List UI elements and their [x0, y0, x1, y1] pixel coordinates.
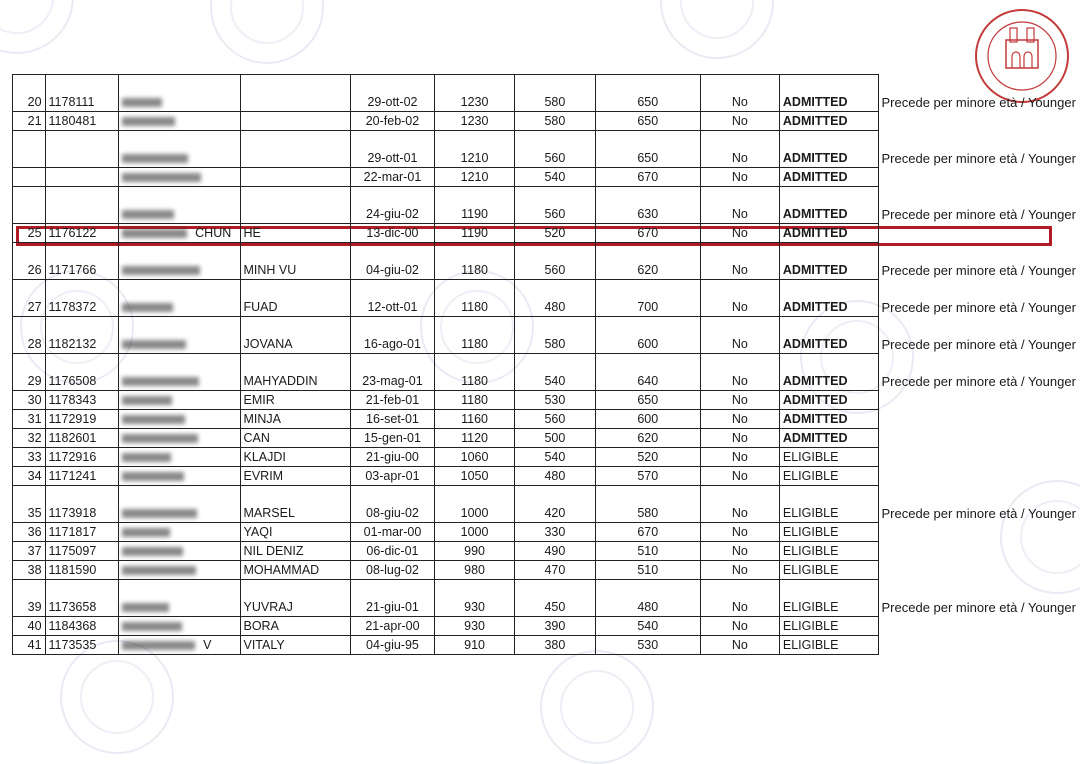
note-cell	[878, 523, 1080, 542]
redacted-text	[122, 472, 184, 481]
result-status: ADMITTED	[779, 410, 878, 429]
row-number: 29	[13, 354, 46, 391]
student-id	[45, 187, 119, 224]
row-number	[13, 187, 46, 224]
birth-date: 08-giu-02	[351, 486, 435, 523]
score-2: 530	[595, 636, 700, 655]
student-id	[45, 131, 119, 168]
table-row	[13, 280, 1080, 317]
birth-date: 21-feb-01	[351, 391, 435, 410]
birth-date: 21-giu-01	[351, 580, 435, 617]
eu-status: No	[700, 75, 779, 112]
table-row	[13, 561, 1080, 580]
birth-date: 13-dic-00	[351, 224, 435, 243]
score-2: 650	[595, 131, 700, 168]
score-1: 560	[515, 131, 595, 168]
result-status: ADMITTED	[779, 429, 878, 448]
score-1: 470	[515, 561, 595, 580]
note-cell	[878, 112, 1080, 131]
result-status: ELIGIBLE	[779, 486, 878, 523]
total-score: 980	[434, 561, 514, 580]
score-1: 580	[515, 112, 595, 131]
total-score: 1180	[434, 391, 514, 410]
table-row	[13, 131, 1080, 168]
score-1: 540	[515, 448, 595, 467]
first-name-cell: HE	[240, 224, 351, 243]
eu-status: No	[700, 429, 779, 448]
result-status: ELIGIBLE	[779, 580, 878, 617]
eu-status: No	[700, 112, 779, 131]
first-name-cell: KLAJDI	[240, 448, 351, 467]
first-name-cell: EMIR	[240, 391, 351, 410]
score-2: 600	[595, 317, 700, 354]
table-row	[13, 243, 1080, 280]
surname-cell: CHUN	[119, 224, 240, 243]
surname-cell	[119, 112, 240, 131]
row-number: 33	[13, 448, 46, 467]
note-cell	[878, 168, 1080, 187]
table-row	[13, 486, 1080, 523]
table-row	[13, 75, 1080, 112]
first-name-cell: JOVANA	[240, 317, 351, 354]
score-2: 670	[595, 523, 700, 542]
note-cell	[878, 561, 1080, 580]
redacted-text	[122, 396, 172, 405]
first-name-cell: YAQI	[240, 523, 351, 542]
eu-status: No	[700, 617, 779, 636]
total-score: 1000	[434, 486, 514, 523]
score-1: 520	[515, 224, 595, 243]
result-status: ELIGIBLE	[779, 542, 878, 561]
birth-date: 29-ott-02	[351, 75, 435, 112]
eu-status: No	[700, 636, 779, 655]
result-status: ADMITTED	[779, 112, 878, 131]
note-cell	[878, 636, 1080, 655]
score-2: 580	[595, 486, 700, 523]
eu-status: No	[700, 243, 779, 280]
total-score: 1050	[434, 467, 514, 486]
eu-status: No	[700, 580, 779, 617]
student-id: 1178372	[45, 280, 119, 317]
table-row	[13, 317, 1080, 354]
score-1: 580	[515, 75, 595, 112]
birth-date: 12-ott-01	[351, 280, 435, 317]
student-id: 1182601	[45, 429, 119, 448]
row-number: 36	[13, 523, 46, 542]
note-cell	[878, 467, 1080, 486]
score-2: 620	[595, 243, 700, 280]
total-score: 1180	[434, 243, 514, 280]
score-1: 480	[515, 467, 595, 486]
total-score: 1190	[434, 224, 514, 243]
score-2: 540	[595, 617, 700, 636]
note-cell	[878, 448, 1080, 467]
note-cell: Precede per minore età / Younger	[881, 373, 1076, 389]
student-id: 1180481	[45, 112, 119, 131]
first-name-cell: FUAD	[240, 280, 351, 317]
row-number: 38	[13, 561, 46, 580]
redacted-text	[122, 266, 200, 275]
table-row	[13, 112, 1080, 131]
student-id: 1173535	[45, 636, 119, 655]
student-id: 1173658	[45, 580, 119, 617]
ranking-table	[12, 74, 1080, 655]
redacted-text	[122, 547, 183, 556]
score-1: 480	[515, 280, 595, 317]
first-name-cell	[240, 168, 351, 187]
total-score: 1210	[434, 168, 514, 187]
first-name-cell: MINH VU	[240, 243, 351, 280]
table-row	[13, 542, 1080, 561]
total-score: 1180	[434, 280, 514, 317]
eu-status: No	[700, 168, 779, 187]
score-2: 650	[595, 391, 700, 410]
birth-date: 04-giu-02	[351, 243, 435, 280]
redacted-text	[122, 434, 198, 443]
first-name-cell: MOHAMMAD	[240, 561, 351, 580]
birth-date: 08-lug-02	[351, 561, 435, 580]
score-2: 640	[595, 354, 700, 391]
first-name-cell: EVRIM	[240, 467, 351, 486]
surname-cell	[119, 317, 240, 354]
student-id: 1171817	[45, 523, 119, 542]
first-name-cell: CAN	[240, 429, 351, 448]
note-cell: Precede per minore età / Younger	[881, 262, 1076, 278]
row-number: 21	[13, 112, 46, 131]
score-1: 420	[515, 486, 595, 523]
surname-cell	[119, 486, 240, 523]
score-1: 560	[515, 410, 595, 429]
total-score: 1190	[434, 187, 514, 224]
surname-cell	[119, 168, 240, 187]
birth-date: 24-giu-02	[351, 187, 435, 224]
row-number: 37	[13, 542, 46, 561]
table-row	[13, 617, 1080, 636]
redacted-text	[122, 117, 175, 126]
eu-status: No	[700, 410, 779, 429]
result-status: ADMITTED	[779, 391, 878, 410]
first-name-cell: MARSEL	[240, 486, 351, 523]
surname-cell	[119, 561, 240, 580]
total-score: 1180	[434, 354, 514, 391]
result-status: ADMITTED	[779, 131, 878, 168]
score-2: 480	[595, 580, 700, 617]
score-2: 510	[595, 561, 700, 580]
surname-cell	[119, 280, 240, 317]
score-1: 330	[515, 523, 595, 542]
result-status: ADMITTED	[779, 354, 878, 391]
table-row	[13, 168, 1080, 187]
row-number: 26	[13, 243, 46, 280]
result-status: ADMITTED	[779, 317, 878, 354]
score-2: 620	[595, 429, 700, 448]
surname-cell	[119, 75, 240, 112]
first-name-cell	[240, 112, 351, 131]
birth-date: 20-feb-02	[351, 112, 435, 131]
birth-date: 21-giu-00	[351, 448, 435, 467]
eu-status: No	[700, 224, 779, 243]
score-1: 560	[515, 187, 595, 224]
student-id: 1184368	[45, 617, 119, 636]
redacted-text	[122, 566, 196, 575]
score-1: 540	[515, 168, 595, 187]
student-id: 1175097	[45, 542, 119, 561]
score-1: 380	[515, 636, 595, 655]
note-cell	[878, 617, 1080, 636]
surname-cell	[119, 542, 240, 561]
score-2: 650	[595, 112, 700, 131]
row-number: 20	[13, 75, 46, 112]
table-row	[13, 523, 1080, 542]
score-1: 530	[515, 391, 595, 410]
total-score: 1000	[434, 523, 514, 542]
total-score: 1230	[434, 112, 514, 131]
first-name-cell	[240, 187, 351, 224]
eu-status: No	[700, 131, 779, 168]
row-number: 30	[13, 391, 46, 410]
first-name-cell	[240, 75, 351, 112]
table-row	[13, 224, 1080, 243]
total-score: 910	[434, 636, 514, 655]
surname-cell	[119, 187, 240, 224]
student-id: 1176508	[45, 354, 119, 391]
score-2: 520	[595, 448, 700, 467]
first-name-cell: MINJA	[240, 410, 351, 429]
total-score: 1060	[434, 448, 514, 467]
birth-date: 16-ago-01	[351, 317, 435, 354]
score-2: 670	[595, 224, 700, 243]
redacted-text	[122, 453, 171, 462]
redacted-text	[122, 98, 162, 107]
table-row	[13, 467, 1080, 486]
result-status: ADMITTED	[779, 224, 878, 243]
score-2: 570	[595, 467, 700, 486]
note-cell	[878, 429, 1080, 448]
note-cell	[878, 410, 1080, 429]
result-status: ELIGIBLE	[779, 617, 878, 636]
surname-cell	[119, 391, 240, 410]
total-score: 1120	[434, 429, 514, 448]
birth-date: 01-mar-00	[351, 523, 435, 542]
score-1: 540	[515, 354, 595, 391]
row-number: 25	[13, 224, 46, 243]
student-id	[45, 168, 119, 187]
total-score: 1210	[434, 131, 514, 168]
redacted-text	[122, 229, 187, 238]
redacted-text	[122, 415, 185, 424]
note-cell: Precede per minore età / Younger	[881, 94, 1076, 110]
row-number: 35	[13, 486, 46, 523]
student-id: 1178111	[45, 75, 119, 112]
score-1: 390	[515, 617, 595, 636]
total-score: 990	[434, 542, 514, 561]
eu-status: No	[700, 448, 779, 467]
student-id: 1173918	[45, 486, 119, 523]
birth-date: 15-gen-01	[351, 429, 435, 448]
first-name-cell: YUVRAJ	[240, 580, 351, 617]
table-row	[13, 636, 1080, 655]
eu-status: No	[700, 280, 779, 317]
eu-status: No	[700, 467, 779, 486]
row-number: 41	[13, 636, 46, 655]
score-1: 490	[515, 542, 595, 561]
birth-date: 06-dic-01	[351, 542, 435, 561]
score-2: 670	[595, 168, 700, 187]
birth-date: 03-apr-01	[351, 467, 435, 486]
surname-cell	[119, 410, 240, 429]
total-score: 930	[434, 617, 514, 636]
eu-status: No	[700, 391, 779, 410]
note-cell: Precede per minore età / Younger	[881, 599, 1076, 615]
first-name-cell: NIL DENIZ	[240, 542, 351, 561]
result-status: ADMITTED	[779, 168, 878, 187]
student-id: 1176122	[45, 224, 119, 243]
redacted-text	[122, 377, 199, 386]
birth-date: 23-mag-01	[351, 354, 435, 391]
student-id: 1171766	[45, 243, 119, 280]
surname-cell	[119, 429, 240, 448]
watermark-logo	[60, 640, 174, 754]
table-row	[13, 410, 1080, 429]
redacted-text	[122, 528, 170, 537]
note-cell	[878, 391, 1080, 410]
redacted-text	[122, 340, 186, 349]
row-number: 32	[13, 429, 46, 448]
redacted-text	[122, 173, 201, 182]
student-id: 1172919	[45, 410, 119, 429]
row-number: 34	[13, 467, 46, 486]
eu-status: No	[700, 542, 779, 561]
surname-cell	[119, 131, 240, 168]
result-status: ADMITTED	[779, 75, 878, 112]
row-number	[13, 168, 46, 187]
score-2: 700	[595, 280, 700, 317]
note-cell: Precede per minore età / Younger	[881, 150, 1076, 166]
score-1: 580	[515, 317, 595, 354]
student-id: 1182132	[45, 317, 119, 354]
note-cell	[878, 542, 1080, 561]
redacted-text	[122, 509, 197, 518]
row-number: 40	[13, 617, 46, 636]
student-id: 1181590	[45, 561, 119, 580]
result-status: ELIGIBLE	[779, 523, 878, 542]
birth-date: 21-apr-00	[351, 617, 435, 636]
total-score: 1180	[434, 317, 514, 354]
eu-status: No	[700, 523, 779, 542]
total-score: 930	[434, 580, 514, 617]
table-row	[13, 354, 1080, 391]
watermark-logo	[210, 0, 324, 64]
eu-status: No	[700, 486, 779, 523]
result-status: ADMITTED	[779, 243, 878, 280]
total-score: 1230	[434, 75, 514, 112]
note-cell: Precede per minore età / Younger	[881, 336, 1076, 352]
eu-status: No	[700, 187, 779, 224]
first-name-cell: MAHYADDIN	[240, 354, 351, 391]
score-1: 450	[515, 580, 595, 617]
table-row	[13, 429, 1080, 448]
redacted-text	[122, 603, 169, 612]
redacted-text	[122, 622, 182, 631]
surname-cell	[119, 354, 240, 391]
result-status: ELIGIBLE	[779, 561, 878, 580]
note-cell: Precede per minore età / Younger	[881, 206, 1076, 222]
score-2: 510	[595, 542, 700, 561]
student-id: 1171241	[45, 467, 119, 486]
note-cell	[878, 224, 1080, 243]
surname-cell	[119, 448, 240, 467]
score-1: 560	[515, 243, 595, 280]
note-cell: Precede per minore età / Younger	[881, 299, 1076, 315]
row-number: 39	[13, 580, 46, 617]
watermark-logo	[0, 0, 74, 54]
student-id: 1172916	[45, 448, 119, 467]
birth-date: 22-mar-01	[351, 168, 435, 187]
table-row	[13, 391, 1080, 410]
redacted-text	[122, 210, 174, 219]
first-name-cell	[240, 131, 351, 168]
eu-status: No	[700, 354, 779, 391]
table-row	[13, 580, 1080, 617]
result-status: ELIGIBLE	[779, 467, 878, 486]
result-status: ADMITTED	[779, 280, 878, 317]
watermark-logo	[660, 0, 774, 59]
score-2: 650	[595, 75, 700, 112]
score-1: 500	[515, 429, 595, 448]
surname-cell: V	[119, 636, 240, 655]
student-id: 1178343	[45, 391, 119, 410]
birth-date: 16-set-01	[351, 410, 435, 429]
redacted-text	[122, 154, 188, 163]
surname-cell	[119, 243, 240, 280]
birth-date: 04-giu-95	[351, 636, 435, 655]
row-number: 28	[13, 317, 46, 354]
total-score: 1160	[434, 410, 514, 429]
result-status: ADMITTED	[779, 187, 878, 224]
redacted-text	[122, 303, 173, 312]
result-status: ELIGIBLE	[779, 448, 878, 467]
table-row	[13, 187, 1080, 224]
eu-status: No	[700, 561, 779, 580]
surname-cell	[119, 467, 240, 486]
row-number: 27	[13, 280, 46, 317]
score-2: 630	[595, 187, 700, 224]
first-name-cell: VITALY	[240, 636, 351, 655]
birth-date: 29-ott-01	[351, 131, 435, 168]
row-number	[13, 131, 46, 168]
result-status: ELIGIBLE	[779, 636, 878, 655]
note-cell: Precede per minore età / Younger	[881, 505, 1076, 521]
eu-status: No	[700, 317, 779, 354]
score-2: 600	[595, 410, 700, 429]
first-name-cell: BORA	[240, 617, 351, 636]
row-number: 31	[13, 410, 46, 429]
redacted-text	[122, 641, 195, 650]
surname-cell	[119, 617, 240, 636]
watermark-logo	[540, 650, 654, 764]
surname-cell	[119, 580, 240, 617]
surname-cell	[119, 523, 240, 542]
table-row	[13, 448, 1080, 467]
